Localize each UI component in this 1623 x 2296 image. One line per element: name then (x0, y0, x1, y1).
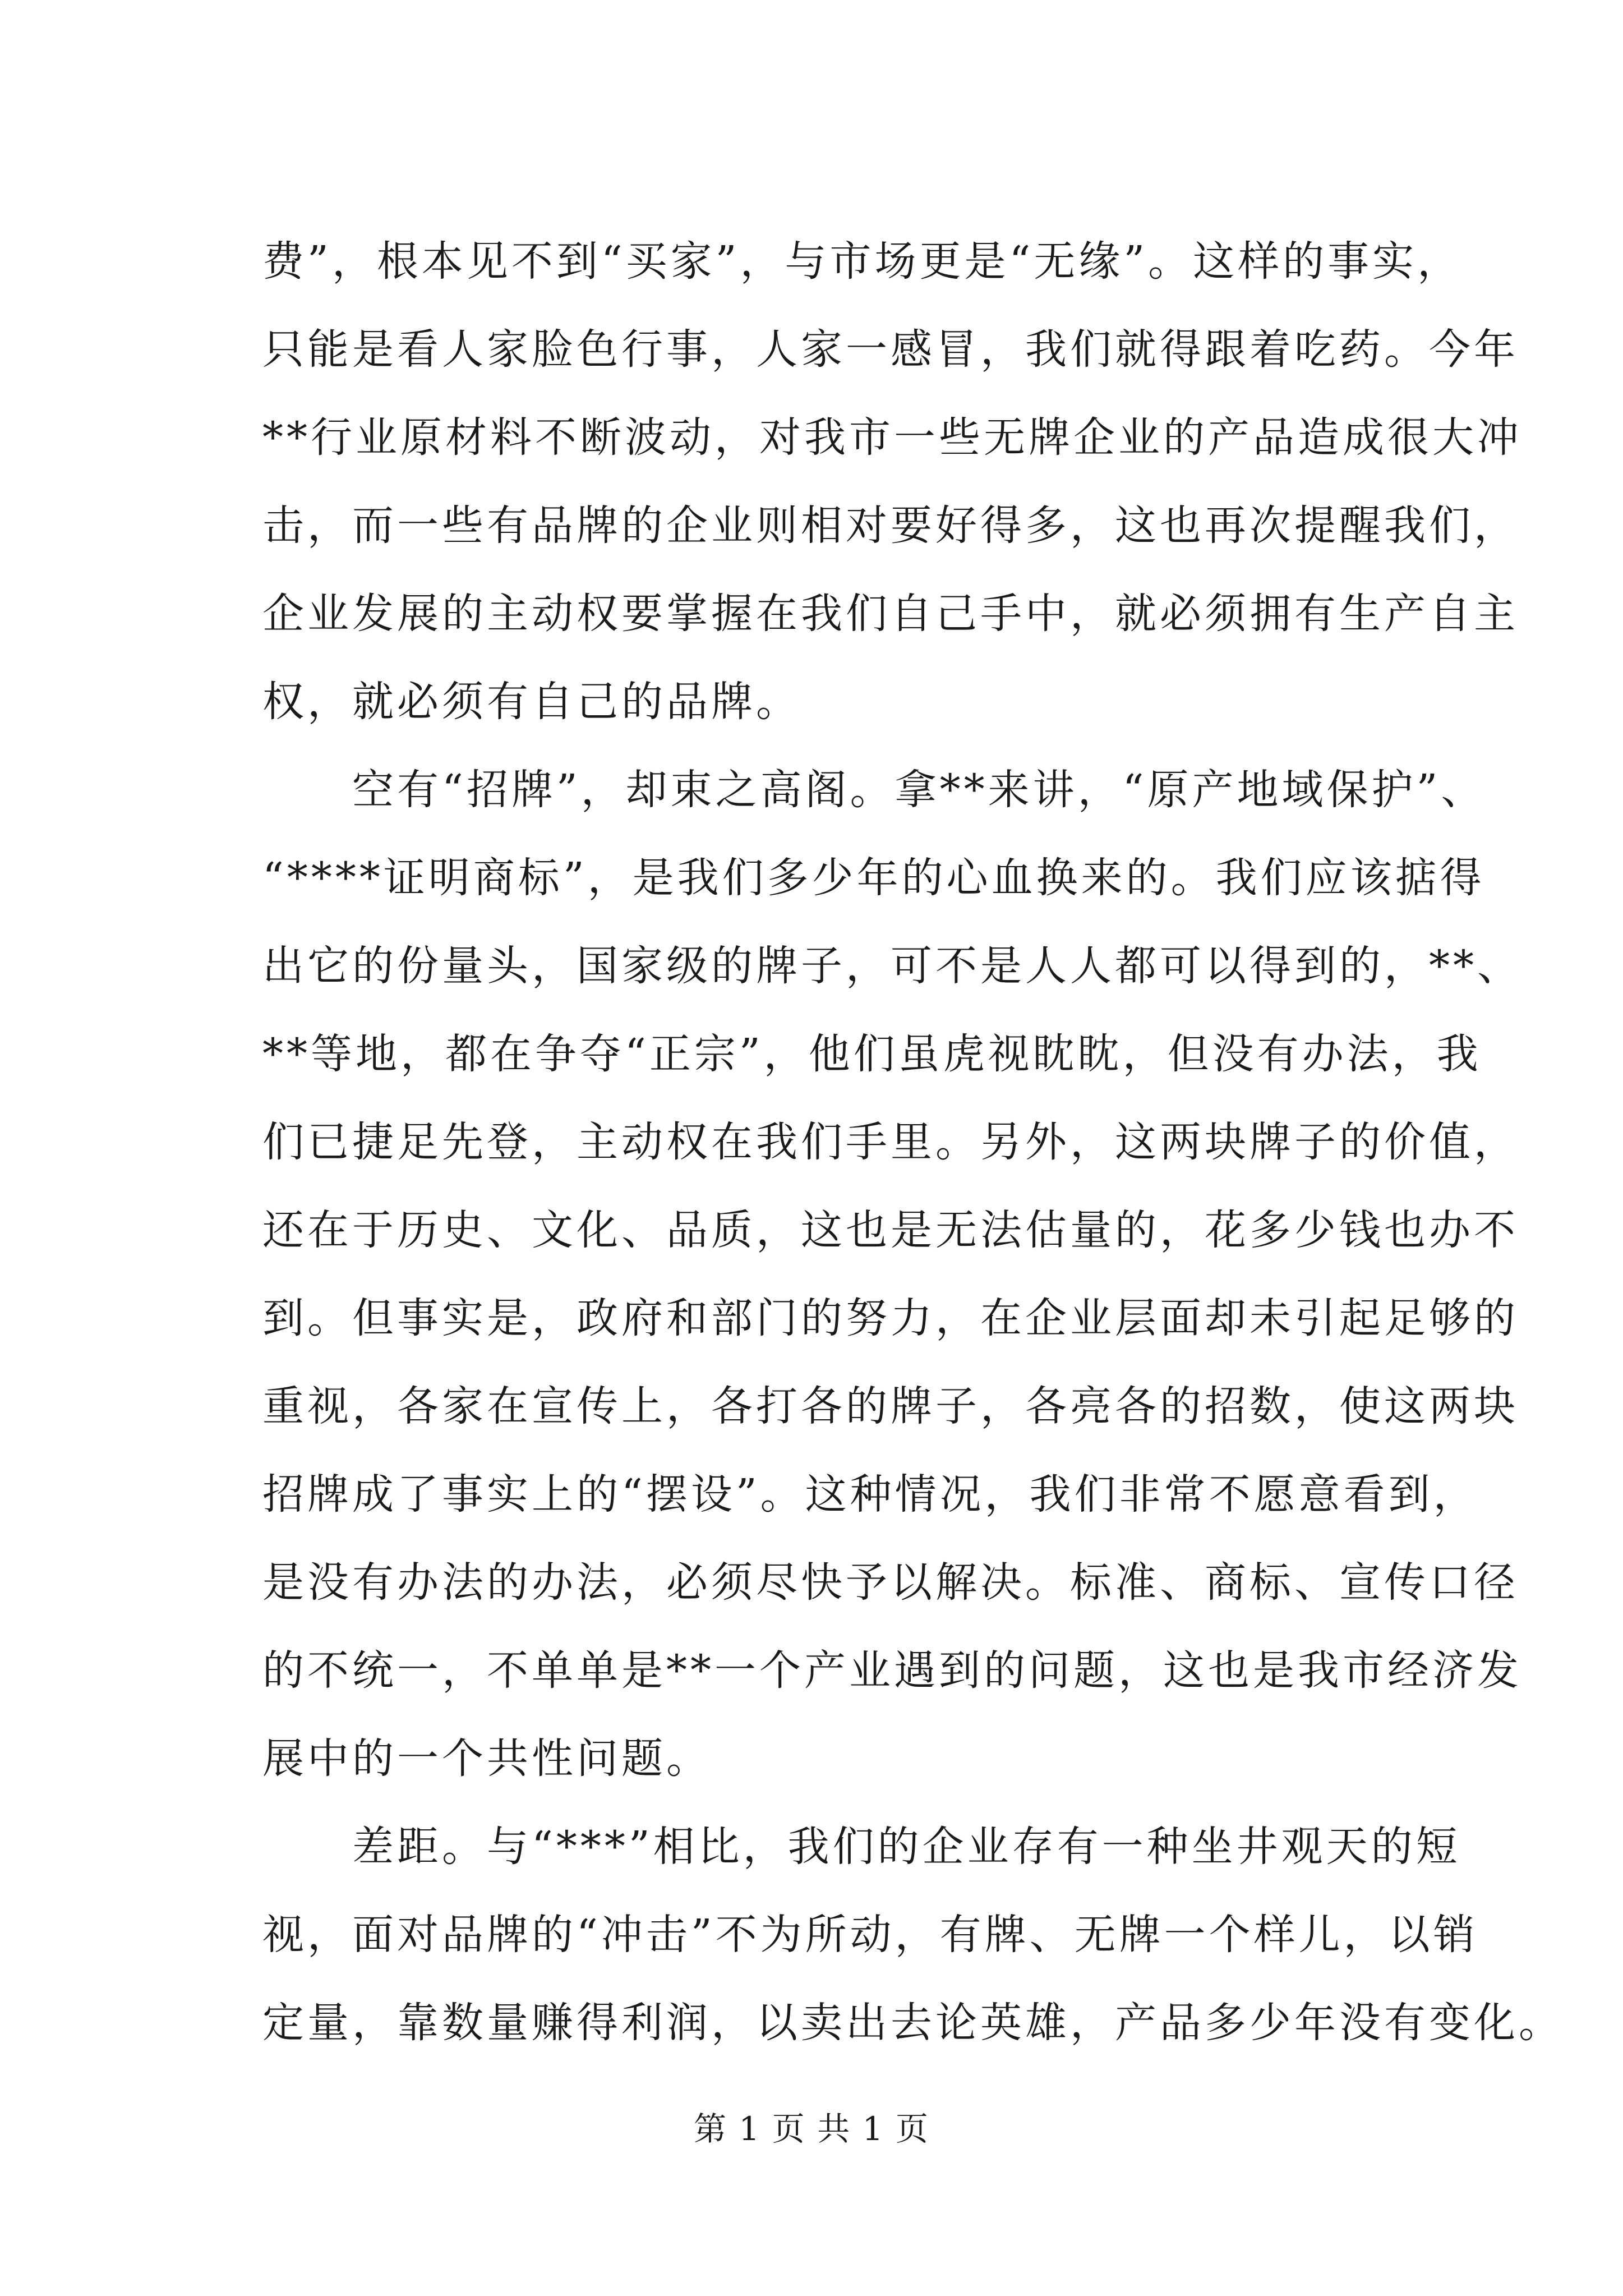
text-line: 展中的一个共性问题。 (262, 1734, 711, 1783)
text-line: 击，而一些有品牌的企业则相对要好得多，这也再次提醒我们， (262, 501, 1519, 550)
text-line: 只能是看人家脸色行事，人家一感冒，我们就得跟着吃药。今年 (262, 325, 1519, 374)
text-line: 是没有办法的办法，必须尽快予以解决。标准、商标、宣传口径 (262, 1558, 1519, 1607)
text-line: 的不统一，不单单是**一个产业遇到的问题，这也是我市经济发 (262, 1646, 1522, 1695)
text-line: 权，就必须有自己的品牌。 (262, 678, 801, 726)
page-number-footer: 第 1 页 共 1 页 (694, 2110, 929, 2148)
text-line: 重视，各家在宣传上，各打各的牌子，各亮各的招数，使这两块 (262, 1382, 1519, 1430)
text-line: **行业原材料不断波动，对我市一些无牌企业的产品造成很大冲 (262, 413, 1522, 462)
text-line: 还在于历史、文化、品质，这也是无法估量的，花多少钱也办不 (262, 1206, 1519, 1254)
text-line: “****证明商标”，是我们多少年的心血换来的。我们应该掂得 (262, 854, 1485, 902)
text-line: 差距。与“***”相比，我们的企业存有一种坐井观天的短 (262, 1823, 1461, 1871)
text-line: 空有“招牌”，却束之高阁。拿**来讲，“原产地域保护”、 (262, 766, 1486, 814)
text-line: 们已捷足先登，主动权在我们手里。另外，这两块牌子的价值， (262, 1118, 1519, 1166)
text-line: 视，面对品牌的“冲击”不为所动，有牌、无牌一个样儿，以销 (262, 1911, 1478, 1959)
text-line: 定量，靠数量赚得利润，以卖出去论英雄，产品多少年没有变化。 (262, 1999, 1564, 2047)
text-line: 企业发展的主动权要掌握在我们自己手中，就必须拥有生产自主 (262, 590, 1519, 638)
text-line: 招牌成了事实上的“摆设”。这种情况，我们非常不愿意看到， (262, 1470, 1478, 1519)
text-line: 费”，根本见不到“买家”，与市场更是“无缘”。这样的事实， (262, 237, 1463, 286)
text-line: 到。但事实是，政府和部门的努力，在企业层面却未引起足够的 (262, 1294, 1519, 1342)
text-line: 出它的份量头，国家级的牌子，可不是人人都可以得到的，**、 (262, 942, 1522, 990)
body-text (262, 218, 1564, 2067)
text-line: **等地，都在争夺“正宗”，他们虽虎视眈眈，但没有办法，我 (262, 1030, 1482, 1078)
